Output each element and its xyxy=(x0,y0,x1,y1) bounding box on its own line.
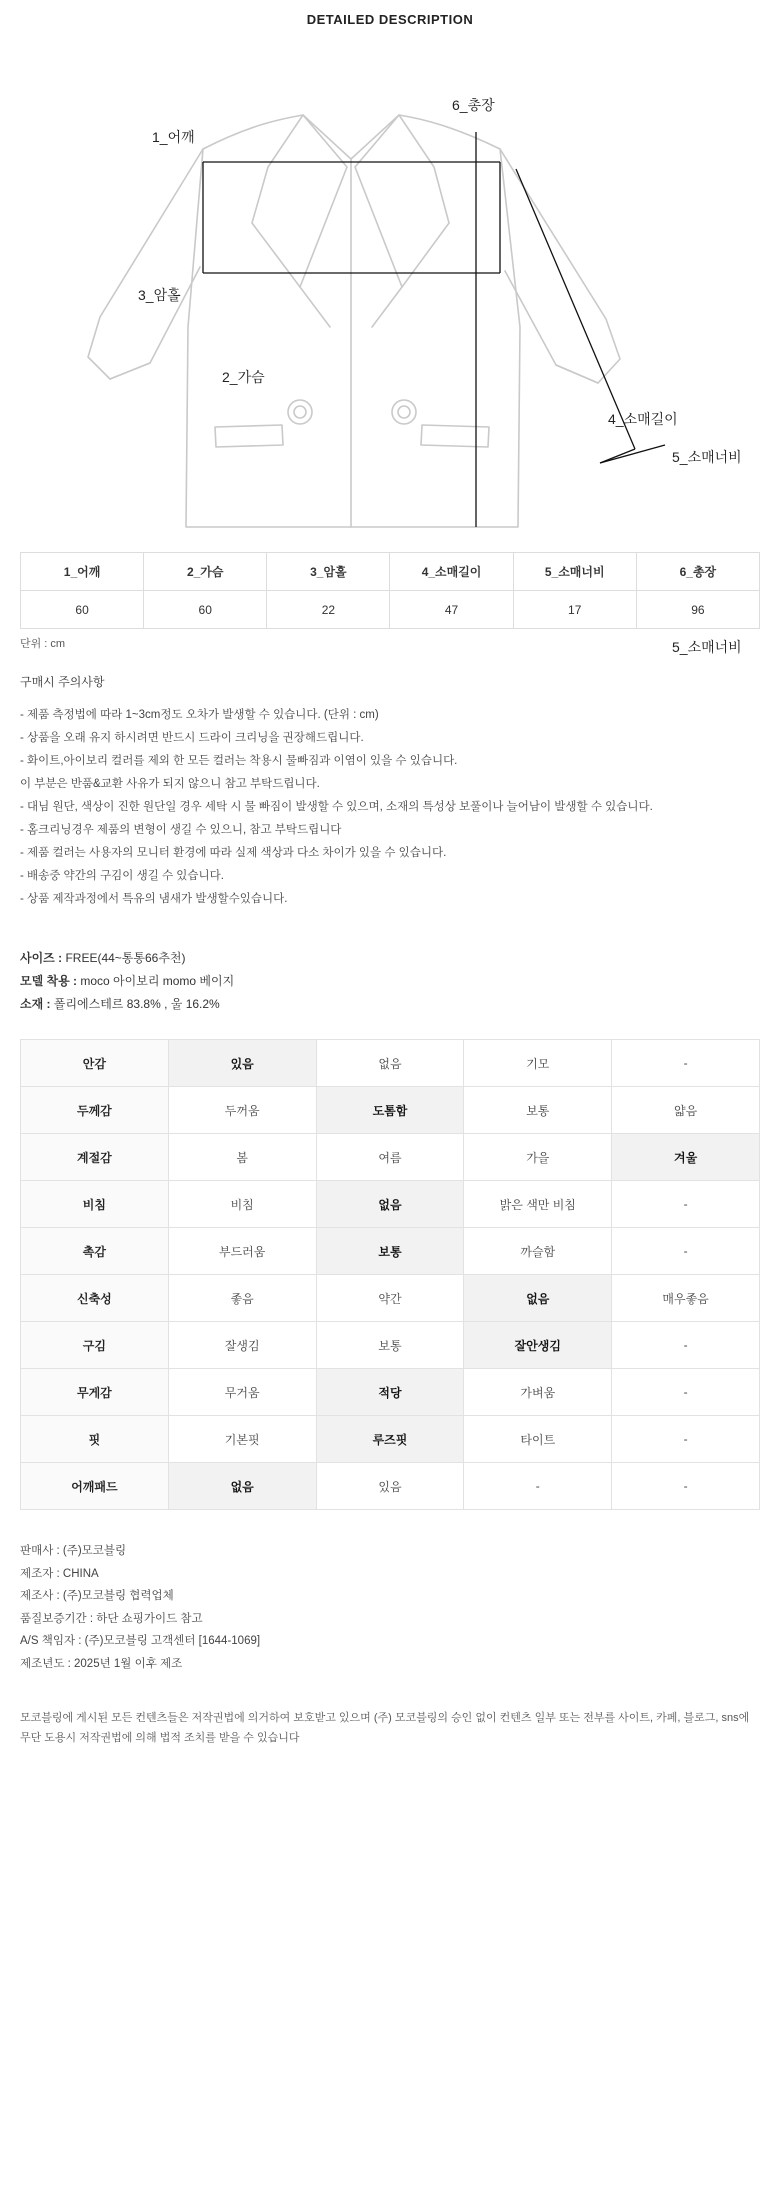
notice-line: - 배송중 약간의 구김이 생길 수 있습니다. xyxy=(20,870,224,882)
attr-cell: 잘생김 xyxy=(168,1322,316,1369)
table-row xyxy=(21,1416,760,1463)
attr-head-wrinkle: 구김 xyxy=(21,1322,169,1369)
notice-line: - 제품 컬러는 사용자의 모니터 환경에 따라 실제 색상과 다소 차이가 있을 수 있습니다. xyxy=(20,847,447,859)
seller-line: 제조년도 : 2025년 1월 이후 제조 xyxy=(20,1657,183,1670)
attr-head-lining: 안감 xyxy=(21,1040,169,1087)
measurement-value-armhole: 22 xyxy=(267,591,390,629)
spec-model-label: 모델 착용 : xyxy=(20,973,78,988)
seller-line: 제조자 : CHINA xyxy=(20,1567,99,1580)
diagram-label-armhole: 3_암홀 xyxy=(138,287,181,303)
diagram-label-chest: 2_가슴 xyxy=(222,369,265,385)
spec-model xyxy=(20,970,760,993)
table-row xyxy=(21,1275,760,1322)
table-row xyxy=(21,1040,760,1087)
attr-cell: 잘안생김 xyxy=(464,1322,612,1369)
attr-cell: - xyxy=(464,1463,612,1510)
measurement-value-sleeve-length: 47 xyxy=(390,591,513,629)
seller-info xyxy=(20,1540,760,1685)
diagram-label-sleeve-width-2: 5_소매너비 xyxy=(672,449,742,465)
attr-cell: 기모 xyxy=(464,1040,612,1087)
attr-head-texture: 촉감 xyxy=(21,1228,169,1275)
spec-size-value: FREE(44~통통66추천) xyxy=(62,951,186,965)
attr-cell: 있음 xyxy=(316,1463,464,1510)
attr-cell: 비침 xyxy=(168,1181,316,1228)
attr-cell: 두꺼움 xyxy=(168,1087,316,1134)
spec-size xyxy=(20,947,760,970)
attr-cell: 약간 xyxy=(316,1275,464,1322)
notice-line: - 홈크리닝경우 제품의 변형이 생길 수 있으니, 참고 부탁드립니다 xyxy=(20,824,342,836)
table-row xyxy=(21,1134,760,1181)
attr-head-fit: 핏 xyxy=(21,1416,169,1463)
attr-cell: 여름 xyxy=(316,1134,464,1181)
product-spec xyxy=(20,947,760,1015)
copyright-line: 무단 도용시 저작권법에 의해 법적 조치를 받을 수 있습니다 xyxy=(20,1731,300,1744)
table-row xyxy=(21,1087,760,1134)
attr-head-season: 계절감 xyxy=(21,1134,169,1181)
attr-cell: - xyxy=(612,1228,760,1275)
table-row xyxy=(21,1228,760,1275)
page-title: DETAILED DESCRIPTION xyxy=(306,12,474,27)
notice-line: 이 부분은 반품&교환 사유가 되지 않으니 참고 부탁드립니다. xyxy=(20,778,320,790)
table-row xyxy=(21,1369,760,1416)
attr-cell: 도톰함 xyxy=(316,1087,464,1134)
diagram-label-sleeve-width: 5_소매너비 xyxy=(672,639,742,655)
seller-line: 품질보증기간 : 하단 쇼핑가이드 참고 xyxy=(20,1612,203,1625)
attr-cell: 없음 xyxy=(316,1181,464,1228)
measurement-col-shoulder: 1_어깨 xyxy=(21,553,144,591)
table-row xyxy=(21,1181,760,1228)
attr-cell: 없음 xyxy=(316,1040,464,1087)
attr-cell: - xyxy=(612,1181,760,1228)
attr-cell: 가을 xyxy=(464,1134,612,1181)
spec-model-value: moco 아이보리 momo 베이지 xyxy=(77,973,235,988)
measurement-col-armhole: 3_암홀 xyxy=(267,553,390,591)
measurement-value-row xyxy=(21,591,760,629)
measurement-col-sleeve-width: 5_소매너비 xyxy=(513,553,636,591)
table-row xyxy=(21,1322,760,1369)
purchase-notice xyxy=(20,673,760,911)
attr-cell: 밝은 색만 비침 xyxy=(464,1181,612,1228)
diagram-label-sleeve-length: 4_소매길이 xyxy=(608,411,678,427)
measurement-value-chest: 60 xyxy=(144,591,267,629)
attr-head-shoulder-pad: 어깨패드 xyxy=(21,1463,169,1510)
measurement-col-chest: 2_가슴 xyxy=(144,553,267,591)
attr-cell: 좋음 xyxy=(168,1275,316,1322)
attr-cell: - xyxy=(612,1322,760,1369)
attr-cell: 가벼움 xyxy=(464,1369,612,1416)
measurement-value-total-length: 96 xyxy=(636,591,759,629)
attribute-table xyxy=(20,1039,760,1510)
seller-line: 판매사 : (주)모코블링 xyxy=(20,1545,127,1558)
attr-cell: 기본핏 xyxy=(168,1416,316,1463)
attr-cell: 무거움 xyxy=(168,1369,316,1416)
notice-line: - 제품 측정법에 따라 1~3cm정도 오차가 발생할 수 있습니다. (단위 : cm) xyxy=(20,709,379,721)
notice-line: - 대님 원단, 색상이 진한 원단일 경우 세탁 시 물 빠짐이 발생할 수 있으며, 소재의 특성상 보풀이나 늘어남이 발생할 수 있습니다. xyxy=(20,801,653,813)
attr-head-weight: 무게감 xyxy=(21,1369,169,1416)
measurement-value-sleeve-width: 17 xyxy=(513,591,636,629)
measurement-col-sleeve-length: 4_소매길이 xyxy=(390,553,513,591)
attr-head-thickness: 두께감 xyxy=(21,1087,169,1134)
diagram-label-total-length: 6_총장 xyxy=(452,97,495,113)
attr-head-sheerness: 비침 xyxy=(21,1181,169,1228)
attr-cell: 타이트 xyxy=(464,1416,612,1463)
attr-cell: 얇음 xyxy=(612,1087,760,1134)
measurement-table xyxy=(20,552,760,629)
attr-cell: 적당 xyxy=(316,1369,464,1416)
attr-cell: 봄 xyxy=(168,1134,316,1181)
spec-size-label: 사이즈 : xyxy=(20,951,63,965)
attr-head-elasticity: 신축성 xyxy=(21,1275,169,1322)
table-row xyxy=(21,1463,760,1510)
attr-cell: 겨울 xyxy=(612,1134,760,1181)
attr-cell: 까슬함 xyxy=(464,1228,612,1275)
measurement-unit: 단위 : cm xyxy=(20,638,66,650)
spec-material-value: 폴리에스테르 83.8% , 울 16.2% xyxy=(50,996,220,1011)
attr-cell: 보통 xyxy=(316,1322,464,1369)
copyright-notice xyxy=(20,1709,760,1773)
attr-cell: 매우좋음 xyxy=(612,1275,760,1322)
attr-cell: 루즈핏 xyxy=(316,1416,464,1463)
notice-line: - 상품을 오래 유지 하시려면 반드시 드라이 크리닝을 권장해드립니다. xyxy=(20,732,364,744)
notice-line: - 화이트,아이보리 컬러를 제외 한 모든 컬러는 착용시 물빠짐과 이염이 있을 수 있습니다. xyxy=(20,755,458,767)
attr-cell: 없음 xyxy=(168,1463,316,1510)
seller-line: A/S 책임자 : (주)모코블링 고객센터 [1644-1069] xyxy=(20,1635,261,1648)
notice-line: - 상품 제작과정에서 특유의 냄새가 발생할수있습니다. xyxy=(20,893,288,905)
copyright-line: 모코블링에 게시된 모든 컨텐츠들은 저작권법에 의거하여 보호받고 있으며 (주) 모코블링의 승인 없이 컨텐츠 일부 또는 전부를 사이트, 카페, 블로그, sns에 xyxy=(20,1711,750,1724)
diagram-label-shoulder: 1_어깨 xyxy=(152,129,195,145)
garment-illustration xyxy=(0,27,780,552)
attr-cell: 없음 xyxy=(464,1275,612,1322)
attr-cell: 부드러움 xyxy=(168,1228,316,1275)
notice-title: 구매시 주의사항 xyxy=(20,675,105,689)
spec-material xyxy=(20,993,760,1016)
attr-cell: 보통 xyxy=(316,1228,464,1275)
measurement-col-total-length: 6_총장 xyxy=(636,553,759,591)
spec-material-label: 소재 : xyxy=(20,996,51,1011)
attr-cell: - xyxy=(612,1369,760,1416)
attr-cell: - xyxy=(612,1040,760,1087)
attr-cell: 있음 xyxy=(168,1040,316,1087)
measurement-header-row xyxy=(21,553,760,591)
attr-cell: 보통 xyxy=(464,1087,612,1134)
attr-cell: - xyxy=(612,1416,760,1463)
attr-cell: - xyxy=(612,1463,760,1510)
measurement-value-shoulder: 60 xyxy=(21,591,144,629)
seller-line: 제조사 : (주)모코블링 협력업체 xyxy=(20,1590,174,1603)
